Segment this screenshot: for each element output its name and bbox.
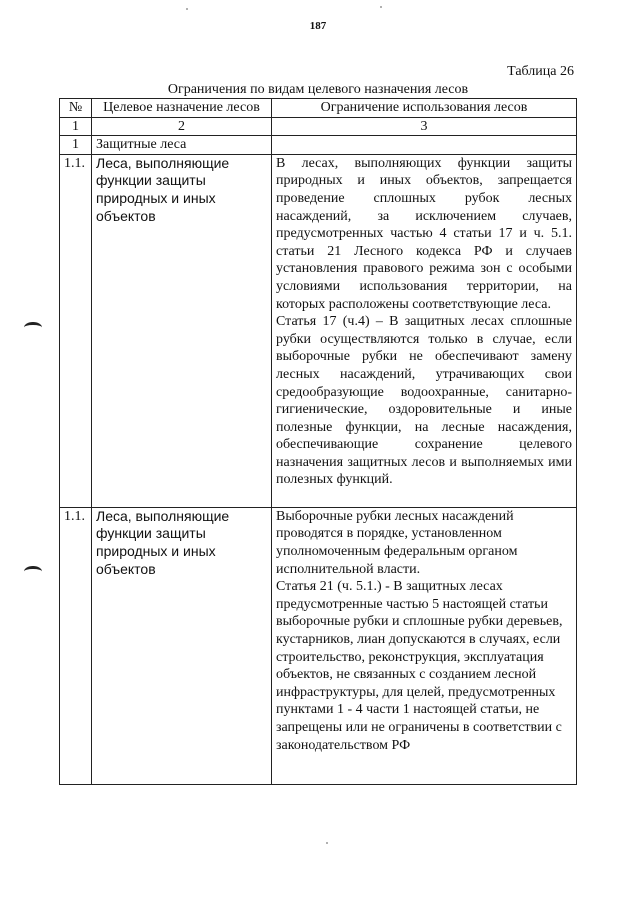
- section-empty: [272, 136, 577, 155]
- row-purpose: Леса, выполняющие функции защиты природных и иных объектов: [92, 507, 272, 784]
- scan-speck: [186, 8, 188, 10]
- section-label: Защитные леса: [92, 136, 272, 155]
- table-row: [60, 507, 577, 784]
- restriction-paragraph: Выборочные рубки лесных насаждений проводятся в порядке, установленном уполномоченным федеральным органом исполнительной власти.: [276, 508, 518, 577]
- page-number: 187: [309, 20, 327, 32]
- row-purpose: Леса, выполняющие функции защиты природных и иных объектов: [92, 154, 272, 507]
- table-title: Ограничения по видам целевого назначения лесов: [167, 82, 469, 97]
- binder-mark: [24, 322, 42, 333]
- table-label: Таблица 26: [507, 64, 574, 79]
- column-number: 3: [272, 117, 577, 136]
- row-number: 1.1.: [60, 154, 92, 507]
- header-restriction: Ограничение использования лесов: [272, 99, 577, 118]
- header-row: [60, 99, 577, 118]
- column-number: 1: [60, 117, 92, 136]
- header-purpose: Целевое назначение лесов: [92, 99, 272, 118]
- restrictions-table: [59, 98, 577, 785]
- restriction-paragraph: В лесах, выполняющих функции защиты природных и иных объектов, запрещается проведение сплошных рубок лесных насаждений, за исключением случаев, предусмотренных частью 4 статьи 17 и ч. 5.1. статьи 21 Лесного кодекса РФ и случаев установления правового режима зон с особыми условиями использования территории, на которых расположены соответствующие леса.: [276, 155, 572, 312]
- column-number-row: [60, 117, 577, 136]
- table-row: [60, 154, 577, 507]
- section-row: [60, 136, 577, 155]
- scan-speck: [380, 6, 382, 8]
- scan-speck: [326, 842, 328, 844]
- column-number: 2: [92, 117, 272, 136]
- restriction-paragraph: Статья 17 (ч.4) – В защитных лесах сплошные рубки осуществляются только в случае, если выборочные рубки не обеспечивают замену лесных насаждений, утрачивающих свои средообразующие водоохранные, санитарно-гигиенические, оздоровительные и иные полезные функции, на лесные насаждения, обеспечивающие сохранение целевого назначения защитных лесов и выполняемых ими полезных функций.: [276, 314, 572, 488]
- row-number: 1.1.: [60, 507, 92, 784]
- restriction-paragraph: Статья 21 (ч. 5.1.) - В защитных лесах предусмотренные частью 5 настоящей статьи выборочные рубки и сплошные рубки деревьев, кустарников, лиан допускаются в случаях, если строительство, реконструкция, эксплуатация объектов, не связанных с созданием лесной инфраструктуры, для целей, предусмотренных пунктами 1 - 4 части 1 настоящей статьи, не запрещены или не ограничены в соответствии с законодательством РФ: [276, 579, 563, 753]
- header-no: №: [60, 99, 92, 118]
- binder-mark: [24, 566, 42, 577]
- row-restriction: [272, 154, 577, 507]
- row-restriction: [272, 507, 577, 784]
- section-number: 1: [60, 136, 92, 155]
